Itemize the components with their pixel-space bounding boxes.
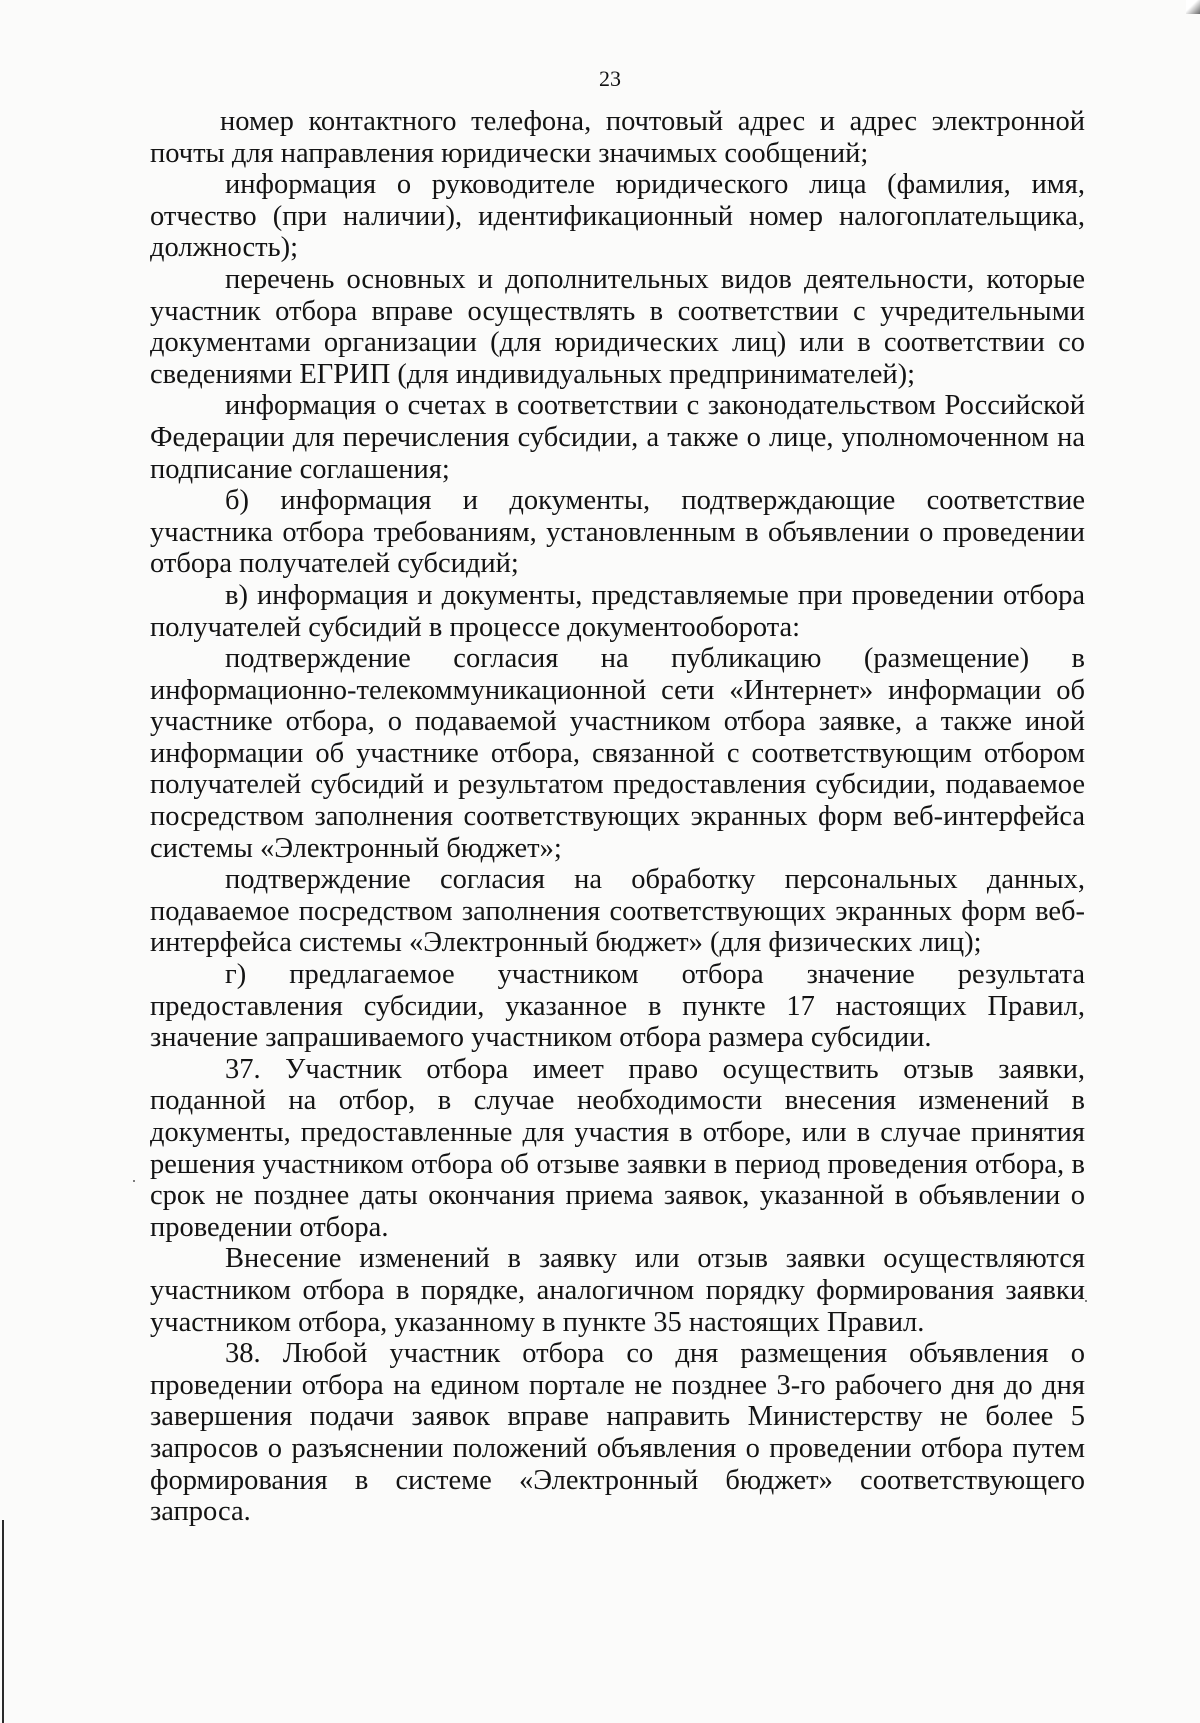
paragraph-clause-38: 38. Любой участник отбора со дня размещения объявления о проведении отбора на едином портале не позднее 3-го рабочего дня до дня завершения подачи заявок вправе направить Министерству не более 5 запросов о разъяснении положений объявления о проведении отбора путем формирования в системе «Электронный бюджет» соответствующего запроса.	[150, 1338, 1085, 1528]
scan-edge-mark	[2, 1520, 4, 1723]
paragraph-director-info: информация о руководителе юридического лица (фамилия, имя, отчество (при наличии), идентификационный номер налогоплательщика, должность);	[150, 169, 1085, 264]
paragraph-accounts: информация о счетах в соответствии с законодательством Российской Федерации для перечисления субсидии, а также о лице, уполномоченном на подписание соглашения;	[150, 390, 1085, 485]
paragraph-publication-consent: подтверждение согласия на публикацию (размещение) в информационно-телекоммуникационной сети «Интернет» информации об участнике отбора, о подаваемой участником отбора заявке, а также иной информации об участнике отбора, связанной с соответствующим отбором получателей субсидий и результатом предоставления субсидии, подаваемое посредством заполнения соответствующих экранных форм веб-интерфейса системы «Электронный бюджет»;	[150, 643, 1085, 864]
paragraph-item-g: г) предлагаемое участником отбора значение результата предоставления субсидии, указанное в пункте 17 настоящих Правил, значение запрашиваемого участником отбора размера субсидии.	[150, 959, 1085, 1054]
paragraph-contact-info: номер контактного телефона, почтовый адрес и адрес электронной почты для направления юридически значимых сообщений;	[150, 106, 1085, 169]
scan-speck	[1085, 1300, 1087, 1302]
body-text	[150, 106, 1085, 1528]
paragraph-personal-data-consent: подтверждение согласия на обработку персональных данных, подаваемое посредством заполнения соответствующих экранных форм веб-интерфейса системы «Электронный бюджет» (для физических лиц);	[150, 864, 1085, 959]
scan-corner-mark	[1186, 0, 1200, 14]
paragraph-amendments: Внесение изменений в заявку или отзыв заявки осуществляются участником отбора в порядке, аналогичном порядку формирования заявки участником отбора, указанному в пункте 35 настоящих Правил.	[150, 1243, 1085, 1338]
scan-speck	[133, 1180, 135, 1182]
paragraph-clause-37: 37. Участник отбора имеет право осуществить отзыв заявки, поданной на отбор, в случае необходимости внесения изменений в документы, предоставленные для участия в отборе, или в случае принятия решения участником отбора об отзыве заявки в период проведения отбора, в срок не позднее даты окончания приема заявок, указанной в объявлении о проведении отбора.	[150, 1053, 1085, 1243]
paragraph-item-v: в) информация и документы, представляемые при проведении отбора получателей субсидий в процессе документооборота:	[150, 579, 1085, 643]
page-number: 23	[599, 66, 621, 91]
paragraph-item-b: б) информация и документы, подтверждающие соответствие участника отбора требованиям, установленным в объявлении о проведении отбора получателей субсидий;	[150, 485, 1085, 580]
paragraph-activities: перечень основных и дополнительных видов деятельности, которые участник отбора вправе осуществлять в соответствии с учредительными документами организации (для юридических лиц) или в соответствии со сведениями ЕГРИП (для индивидуальных предпринимателей);	[150, 263, 1085, 390]
